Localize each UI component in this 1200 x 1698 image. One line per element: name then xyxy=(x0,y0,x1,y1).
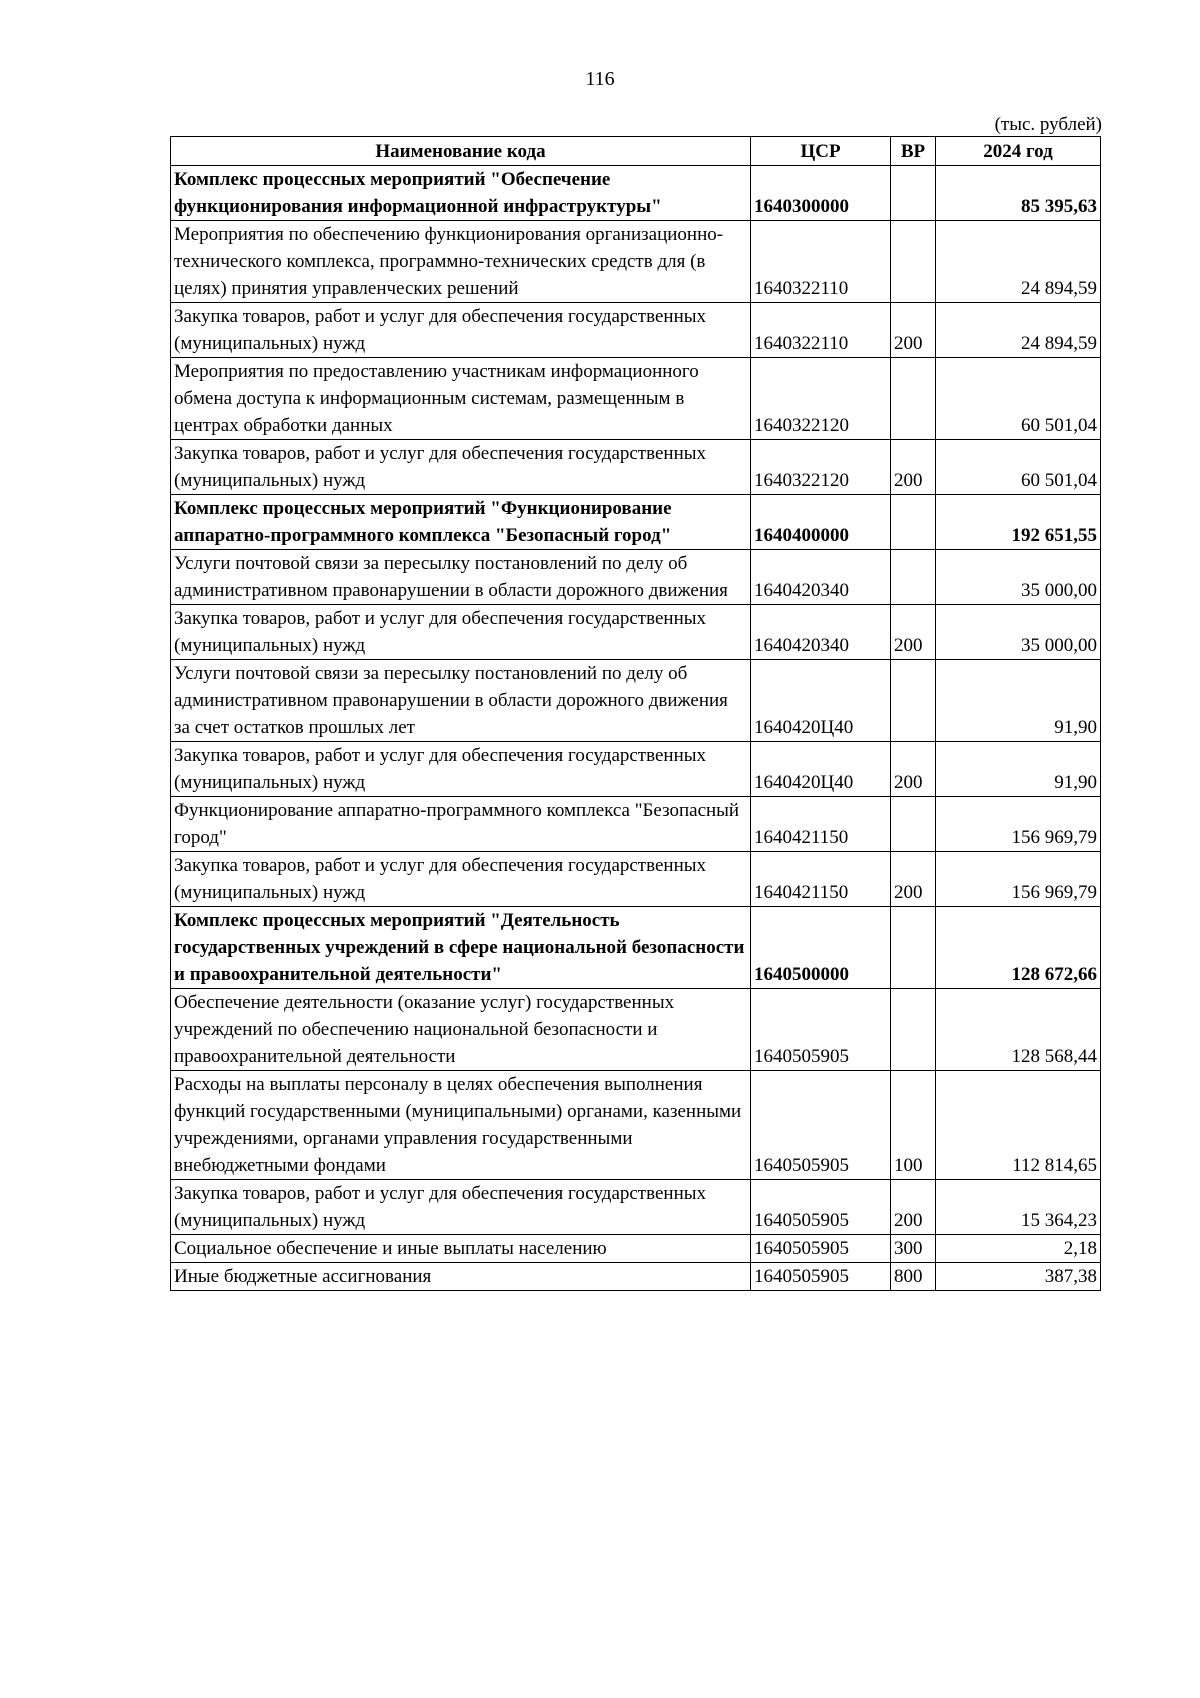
row-amount: 24 894,59 xyxy=(936,221,1101,303)
table-row xyxy=(171,440,1101,495)
table-row xyxy=(171,742,1101,797)
row-csr-code: 1640421150 xyxy=(751,797,891,852)
row-vr-code xyxy=(891,550,936,605)
row-csr-code: 1640420Ц40 xyxy=(751,742,891,797)
table-row xyxy=(171,495,1101,550)
row-vr-code: 100 xyxy=(891,1071,936,1180)
row-amount: 128 672,66 xyxy=(936,907,1101,989)
row-csr-code: 1640322120 xyxy=(751,440,891,495)
row-name: Закупка товаров, работ и услуг для обеспечения государственных (муниципальных) нужд xyxy=(171,303,751,358)
row-name: Закупка товаров, работ и услуг для обеспечения государственных (муниципальных) нужд xyxy=(171,852,751,907)
row-vr-code xyxy=(891,358,936,440)
row-name: Социальное обеспечение и иные выплаты населению xyxy=(171,1235,751,1263)
table-row xyxy=(171,1235,1101,1263)
table-row xyxy=(171,989,1101,1071)
row-csr-code: 1640322120 xyxy=(751,358,891,440)
table-row xyxy=(171,907,1101,989)
row-amount: 24 894,59 xyxy=(936,303,1101,358)
row-csr-code: 1640421150 xyxy=(751,852,891,907)
header-year: 2024 год xyxy=(936,137,1101,166)
row-csr-code: 1640420Ц40 xyxy=(751,660,891,742)
row-name: Услуги почтовой связи за пересылку постановлений по делу об административном правонарушении в области дорожного движения xyxy=(171,550,751,605)
row-vr-code: 200 xyxy=(891,742,936,797)
row-csr-code: 1640505905 xyxy=(751,1263,891,1291)
budget-table xyxy=(170,136,1101,1291)
page-number: 116 xyxy=(585,68,615,90)
table-row xyxy=(171,1180,1101,1235)
row-name: Закупка товаров, работ и услуг для обеспечения государственных (муниципальных) нужд xyxy=(171,1180,751,1235)
row-csr-code: 1640300000 xyxy=(751,166,891,221)
table-row xyxy=(171,550,1101,605)
row-csr-code: 1640505905 xyxy=(751,1071,891,1180)
row-name: Услуги почтовой связи за пересылку постановлений по делу об административном правонарушении в области дорожного движения за счет остатков прошлых лет xyxy=(171,660,751,742)
row-vr-code xyxy=(891,495,936,550)
row-csr-code: 1640322110 xyxy=(751,303,891,358)
row-name: Иные бюджетные ассигнования xyxy=(171,1263,751,1291)
table-row xyxy=(171,166,1101,221)
row-vr-code xyxy=(891,989,936,1071)
row-name: Расходы на выплаты персоналу в целях обеспечения выполнения функций государственными (муниципальными) органами, казенными учреждениями, органами управления государственными внебюджетными фондами xyxy=(171,1071,751,1180)
table-row xyxy=(171,1263,1101,1291)
table-row xyxy=(171,852,1101,907)
table-row xyxy=(171,605,1101,660)
row-name: Закупка товаров, работ и услуг для обеспечения государственных (муниципальных) нужд xyxy=(171,605,751,660)
row-vr-code: 200 xyxy=(891,303,936,358)
row-amount: 192 651,55 xyxy=(936,495,1101,550)
row-name: Закупка товаров, работ и услуг для обеспечения государственных (муниципальных) нужд xyxy=(171,440,751,495)
row-vr-code xyxy=(891,797,936,852)
row-csr-code: 1640400000 xyxy=(751,495,891,550)
row-vr-code xyxy=(891,660,936,742)
row-name: Обеспечение деятельности (оказание услуг) государственных учреждений по обеспечению национальной безопасности и правоохранительной деятельности xyxy=(171,989,751,1071)
row-vr-code: 300 xyxy=(891,1235,936,1263)
row-vr-code: 200 xyxy=(891,852,936,907)
table-row xyxy=(171,303,1101,358)
row-csr-code: 1640322110 xyxy=(751,221,891,303)
units-label: (тыс. рублей) xyxy=(994,114,1102,135)
row-amount: 35 000,00 xyxy=(936,605,1101,660)
row-vr-code: 200 xyxy=(891,605,936,660)
row-amount: 156 969,79 xyxy=(936,852,1101,907)
row-amount: 35 000,00 xyxy=(936,550,1101,605)
row-amount: 387,38 xyxy=(936,1263,1101,1291)
header-name: Наименование кода xyxy=(171,137,751,166)
header-vr: ВР xyxy=(891,137,936,166)
table-row xyxy=(171,797,1101,852)
row-vr-code: 800 xyxy=(891,1263,936,1291)
row-amount: 91,90 xyxy=(936,660,1101,742)
row-vr-code: 200 xyxy=(891,440,936,495)
row-csr-code: 1640505905 xyxy=(751,989,891,1071)
row-name: Комплекс процессных мероприятий "Обеспечение функционирования информационной инфраструктуры" xyxy=(171,166,751,221)
row-amount: 60 501,04 xyxy=(936,440,1101,495)
row-name: Комплекс процессных мероприятий "Деятельность государственных учреждений в сфере национальной безопасности и правоохранительной деятельности" xyxy=(171,907,751,989)
row-amount: 85 395,63 xyxy=(936,166,1101,221)
row-name: Функционирование аппаратно-программного комплекса "Безопасный город" xyxy=(171,797,751,852)
row-csr-code: 1640500000 xyxy=(751,907,891,989)
header-csr: ЦСР xyxy=(751,137,891,166)
row-csr-code: 1640505905 xyxy=(751,1180,891,1235)
table-row xyxy=(171,660,1101,742)
row-vr-code xyxy=(891,221,936,303)
row-amount: 2,18 xyxy=(936,1235,1101,1263)
table-row xyxy=(171,1071,1101,1180)
row-amount: 60 501,04 xyxy=(936,358,1101,440)
table-row xyxy=(171,221,1101,303)
row-name: Комплекс процессных мероприятий "Функционирование аппаратно-программного комплекса "Безопасный город" xyxy=(171,495,751,550)
row-name: Мероприятия по обеспечению функционирования организационно-технического комплекса, программно-технических средств для (в целях) принятия управленческих решений xyxy=(171,221,751,303)
row-csr-code: 1640505905 xyxy=(751,1235,891,1263)
table-header-row xyxy=(171,137,1101,166)
row-vr-code xyxy=(891,166,936,221)
row-amount: 128 568,44 xyxy=(936,989,1101,1071)
row-name: Мероприятия по предоставлению участникам информационного обмена доступа к информационным системам, размещенным в центрах обработки данных xyxy=(171,358,751,440)
row-amount: 156 969,79 xyxy=(936,797,1101,852)
row-csr-code: 1640420340 xyxy=(751,605,891,660)
row-vr-code xyxy=(891,907,936,989)
row-name: Закупка товаров, работ и услуг для обеспечения государственных (муниципальных) нужд xyxy=(171,742,751,797)
row-amount: 15 364,23 xyxy=(936,1180,1101,1235)
row-amount: 112 814,65 xyxy=(936,1071,1101,1180)
row-vr-code: 200 xyxy=(891,1180,936,1235)
row-amount: 91,90 xyxy=(936,742,1101,797)
table-row xyxy=(171,358,1101,440)
row-csr-code: 1640420340 xyxy=(751,550,891,605)
